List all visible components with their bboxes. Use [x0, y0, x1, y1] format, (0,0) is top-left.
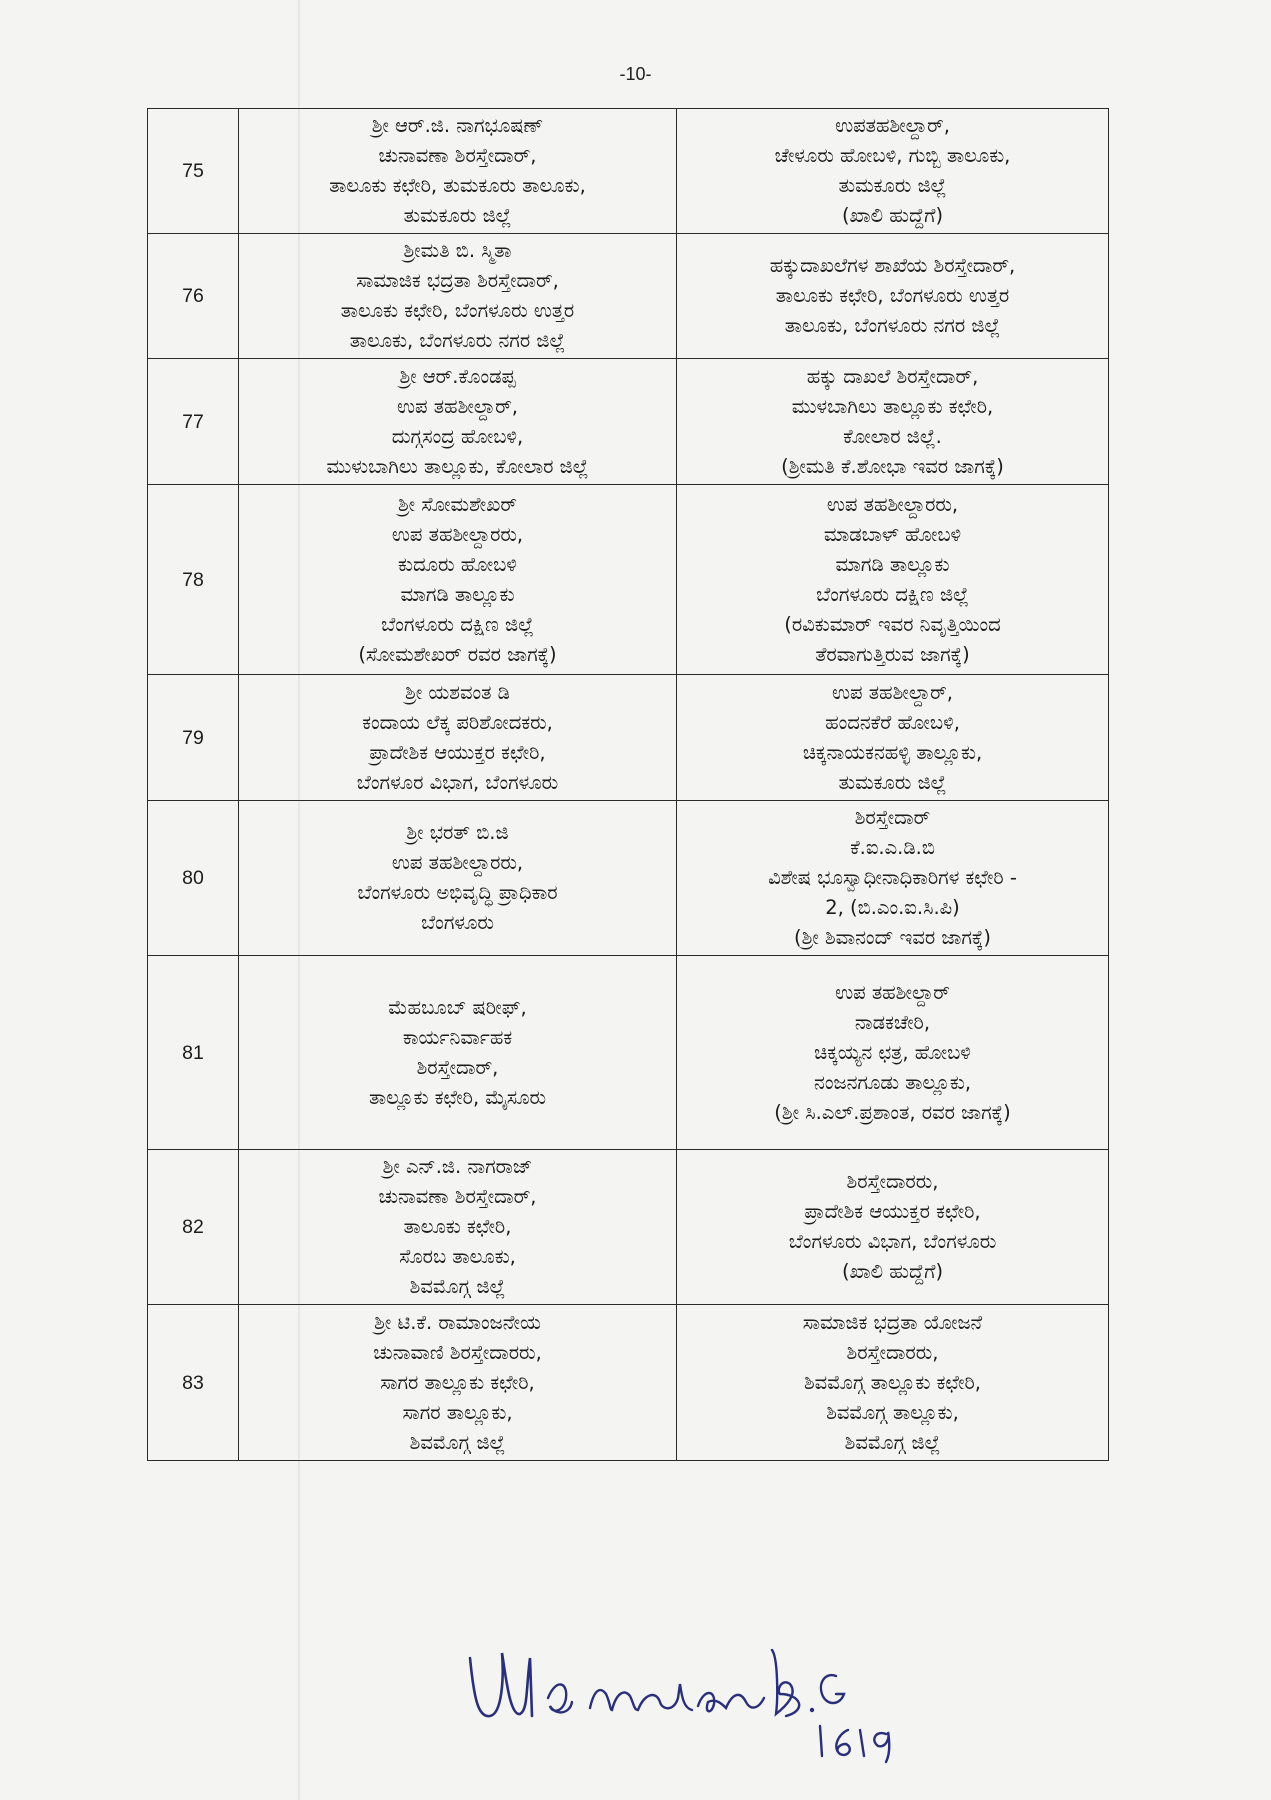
current-posting-cell [239, 956, 677, 1150]
table-row [148, 956, 1109, 1150]
current-posting-line: ಬೆಂಗಳೂರು [421, 911, 494, 934]
current-posting-line: ಚುನಾವಾಣಿ ಶಿರಸ್ತೇದಾರರು, [373, 1340, 542, 1364]
current-posting-line: ಕಂದಾಯ ಲೆಕ್ಕ ಪರಿಶೋದಕರು, [362, 710, 553, 734]
table-row [148, 1150, 1109, 1305]
current-posting-line: ಶ್ರೀ ಆರ್.ಜಿ. ನಾಗಭೂಷಣ್ [371, 114, 544, 137]
serial-number-cell: 82 [148, 1150, 239, 1305]
new-posting-line: ತಾಲೂಕು, ಬೆಂಗಳೂರು ನಗರ ಜಿಲ್ಲೆ [784, 314, 1001, 337]
new-posting-cell [677, 1305, 1109, 1461]
current-posting-line: ಚುನಾವಣಾ ಶಿರಸ್ತೇದಾರ್, [378, 144, 537, 167]
new-posting-line: 2, (ಬಿ.ಎಂ.ಐ.ಸಿ.ಪಿ) [825, 896, 960, 919]
current-posting-cell [239, 485, 677, 675]
current-posting-line: ಶ್ರೀ ಎನ್.ಜಿ. ನಾಗರಾಜ್ [382, 1155, 533, 1178]
current-posting-line: ತಾಲೂಕು ಕಛೇರಿ, [403, 1215, 512, 1238]
new-posting-line: ಹಕ್ಕುದಾಖಲೆಗಳ ಶಾಖೆಯ ಶಿರಸ್ತೇದಾರ್, [769, 254, 1016, 277]
serial-number-cell: 78 [148, 485, 239, 675]
table-row [148, 109, 1109, 234]
new-posting-line: (ಖಾಲಿ ಹುದ್ದೆಗೆ) [841, 204, 944, 227]
new-posting-line: ಉಪ ತಹಶೀಲ್ದಾರ್, [831, 680, 954, 704]
new-posting-line: (ರವಿಕುಮಾರ್ ಇವರ ನಿವೃತ್ತಿಯಿಂದ [784, 612, 1001, 636]
new-posting-line: ಶಿವಮೊಗ್ಗ ತಾಲ್ಲೂಕು ಕಛೇರಿ, [804, 1370, 981, 1394]
current-posting-cell [239, 234, 677, 359]
new-posting-line: ಶಿವಮೊಗ್ಗ ಜಿಲ್ಲೆ [844, 1430, 941, 1454]
table-row [148, 801, 1109, 956]
new-posting-cell [677, 485, 1109, 675]
new-posting-cell [677, 109, 1109, 234]
new-posting-line: ಮುಳಬಾಗಿಲು ತಾಲ್ಲೂಕು ಕಛೇರಿ, [791, 394, 994, 418]
new-posting-line: ಬೆಂಗಳೂರು ವಿಭಾಗ, ಬೆಂಗಳೂರು [788, 1230, 997, 1253]
current-posting-line: ತಾಲ್ಲೂಕು ಕಛೇರಿ, ಮೈಸೂರು [368, 1085, 547, 1109]
new-posting-line: ಉಪ ತಹಶೀಲ್ದಾರರು, [826, 492, 959, 516]
serial-number-cell: 83 [148, 1305, 239, 1461]
new-posting-line: ಉಪ ತಹಶೀಲ್ದಾರ್ [835, 980, 950, 1004]
new-posting-line: ಕೆ.ಐ.ಎ.ಡಿ.ಬಿ [850, 836, 935, 859]
new-posting-cell [677, 675, 1109, 801]
new-posting-line: ಹಕ್ಕು ದಾಖಲೆ ಶಿರಸ್ತೇದಾರ್, [806, 364, 979, 388]
current-posting-line: ಸಾಮಾಜಿಕ ಭದ್ರತಾ ಶಿರಸ್ತೇದಾರ್, [356, 269, 559, 292]
new-posting-line: ವಿಶೇಷ ಭೂಸ್ವಾಧೀನಾಧಿಕಾರಿಗಳ ಕಛೇರಿ - [768, 866, 1017, 889]
transfer-table [147, 108, 1109, 1461]
serial-number-cell: 77 [148, 359, 239, 485]
current-posting-line: ಶಿವಮೊಗ್ಗ ಜಿಲ್ಲೆ [409, 1275, 506, 1298]
current-posting-cell [239, 801, 677, 956]
current-posting-line: ಬೆಂಗಳೂರು ಅಭಿವೃದ್ಧಿ ಪ್ರಾಧಿಕಾರ [357, 881, 558, 904]
new-posting-line: ಶಿರಸ್ತೇದಾರರು, [846, 1170, 939, 1193]
current-posting-line: ಸಾಗರ ತಾಲ್ಲೂಕು ಕಛೇರಿ, [380, 1370, 535, 1394]
current-posting-line: ಚುನಾವಣಾ ಶಿರಸ್ತೇದಾರ್, [378, 1185, 537, 1208]
current-posting-line: ಮುಳುಬಾಗಿಲು ತಾಲ್ಲೂಕು, ಕೋಲಾರ ಜಿಲ್ಲೆ [326, 454, 589, 478]
current-posting-line: ತಾಲೂಕು, ಬೆಂಗಳೂರು ನಗರ ಜಿಲ್ಲೆ [349, 329, 566, 352]
current-posting-line: ತಾಲೂಕು ಕಛೇರಿ, ತುಮಕೂರು ತಾಲೂಕು, [329, 174, 586, 197]
new-posting-line: ಚಿಕ್ಕನಾಯಕನಹಳ್ಳಿ ತಾಲ್ಲೂಕು, [802, 740, 983, 764]
current-posting-line: ದುಗ್ಗಸಂದ್ರ ಹೋಬಳಿ, [391, 424, 524, 448]
new-posting-line: (ಶ್ರೀ ಶಿವಾನಂದ್ ಇವರ ಜಾಗಕ್ಕೆ) [794, 926, 991, 949]
serial-number-cell: 76 [148, 234, 239, 359]
new-posting-line: ಚಿಕ್ಕಯ್ಯನ ಛತ್ರ, ಹೋಬಳಿ [814, 1040, 971, 1064]
new-posting-cell [677, 956, 1109, 1150]
table-row [148, 675, 1109, 801]
serial-number-cell: 80 [148, 801, 239, 956]
serial-number-cell: 79 [148, 675, 239, 801]
new-posting-line: (ಶ್ರೀ ಸಿ.ಎಲ್.ಪ್ರಶಾಂತ, ರವರ ಜಾಗಕ್ಕೆ) [774, 1100, 1011, 1124]
current-posting-line: ಸಾಗರ ತಾಲ್ಲೂಕು, [402, 1400, 513, 1424]
current-posting-line: ತುಮಕೂರು ಜಿಲ್ಲೆ [403, 204, 512, 227]
new-posting-line: (ಖಾಲಿ ಹುದ್ದೆಗೆ) [841, 1260, 944, 1283]
new-posting-line: ಕೋಲಾರ ಜಿಲ್ಲೆ. [843, 424, 942, 448]
new-posting-line: ಮಾಗಡಿ ತಾಲ್ಲೂಕು [835, 552, 950, 576]
current-posting-line: ಶಿವಮೊಗ್ಗ ಜಿಲ್ಲೆ [409, 1430, 506, 1454]
new-posting-line: ಹಂದನಕೆರೆ ಹೋಬಳಿ, [825, 710, 960, 734]
new-posting-cell [677, 234, 1109, 359]
new-posting-line: ತೆರವಾಗುತ್ತಿರುವ ಜಾಗಕ್ಕೆ) [815, 642, 970, 666]
current-posting-line: ತಾಲೂಕು ಕಛೇರಿ, ಬೆಂಗಳೂರು ಉತ್ತರ [340, 299, 575, 322]
current-posting-line: ಬೆಂಗಳೂರ ವಿಭಾಗ, ಬೆಂಗಳೂರು [356, 770, 559, 794]
new-posting-line: ಉಪತಹಶೀಲ್ದಾರ್, [835, 114, 950, 137]
current-posting-line: ಬೆಂಗಳೂರು ದಕ್ಷಿಣ ಜಿಲ್ಲೆ [381, 612, 534, 636]
current-posting-line: ಸೊರಬ ತಾಲೂಕು, [399, 1245, 516, 1268]
new-posting-line: ಪ್ರಾದೇಶಿಕ ಆಯುಕ್ತರ ಕಛೇರಿ, [804, 1200, 981, 1223]
current-posting-line: ಉಪ ತಹಶೀಲ್ದಾರರು, [391, 851, 524, 874]
new-posting-line: ನಾಡಕಚೇರಿ, [854, 1010, 931, 1034]
new-posting-line: ಮಾಡಬಾಳ್ ಹೋಬಳಿ [823, 522, 962, 546]
new-posting-line: ನಂಜನಗೂಡು ತಾಲ್ಲೂಕು, [813, 1070, 972, 1094]
table-row [148, 234, 1109, 359]
new-posting-cell [677, 359, 1109, 485]
table-row [148, 359, 1109, 485]
current-posting-line: ಉಪ ತಹಶೀಲ್ದಾರ್, [396, 394, 519, 418]
new-posting-line: ತಾಲೂಕು ಕಛೇರಿ, ಬೆಂಗಳೂರು ಉತ್ತರ [775, 284, 1010, 307]
current-posting-line: ಶ್ರೀ ಭರತ್ ಬಿ.ಜಿ [406, 821, 509, 844]
new-posting-line: ಬೆಂಗಳೂರು ದಕ್ಷಿಣ ಜಿಲ್ಲೆ [816, 582, 969, 606]
current-posting-line: ಶ್ರೀಮತಿ ಬಿ. ಸ್ಮಿತಾ [403, 239, 512, 262]
new-posting-cell [677, 1150, 1109, 1305]
current-posting-line: ಶಿರಸ್ತೇದಾರ್, [416, 1055, 499, 1079]
table-body [148, 109, 1109, 1461]
new-posting-line: ಶಿವಮೊಗ್ಗ ತಾಲ್ಲೂಕು, [826, 1400, 959, 1424]
current-posting-line: ಕಾರ್ಯನಿರ್ವಾಹಕ [402, 1025, 513, 1049]
current-posting-cell [239, 675, 677, 801]
new-posting-line: ಶಿರಸ್ತೇದಾರ್ [854, 806, 931, 829]
current-posting-cell [239, 109, 677, 234]
serial-number-cell: 75 [148, 109, 239, 234]
current-posting-line: ಉಪ ತಹಶೀಲ್ದಾರರು, [391, 522, 524, 546]
table-row [148, 485, 1109, 675]
current-posting-line: ಮೆಹಬೂಬ್ ಷರೀಫ್, [388, 995, 527, 1019]
current-posting-line: ಪ್ರಾದೇಶಿಕ ಆಯುಕ್ತರ ಕಛೇರಿ, [369, 740, 546, 764]
new-posting-cell [677, 801, 1109, 956]
current-posting-cell [239, 1305, 677, 1461]
handwritten-signature [460, 1598, 960, 1778]
page-number: -10- [619, 64, 652, 84]
new-posting-line: ತುಮಕೂರು ಜಿಲ್ಲೆ [838, 174, 947, 197]
current-posting-line: ಶ್ರೀ ಆರ್.ಕೊಂಡಪ್ಪ [399, 364, 516, 388]
current-posting-line: (ಸೋಮಶೇಖರ್ ರವರ ಜಾಗಕ್ಕೆ) [358, 642, 557, 666]
current-posting-line: ಶ್ರೀ ಸೋಮಶೇಖರ್ [397, 492, 517, 516]
current-posting-cell [239, 359, 677, 485]
current-posting-line: ಶ್ರೀ ಟಿ.ಕೆ. ರಾಮಾಂಜನೇಯ [374, 1310, 541, 1334]
new-posting-line: ತುಮಕೂರು ಜಿಲ್ಲೆ [838, 770, 947, 794]
new-posting-line: ಸಾಮಾಜಿಕ ಭದ್ರತಾ ಯೋಜನೆ [802, 1310, 983, 1334]
current-posting-line: ಶ್ರೀ ಯಶವಂತ ಡಿ [405, 680, 510, 704]
new-posting-line: ಚೇಳೂರು ಹೋಬಳಿ, ಗುಬ್ಬಿ ತಾಲೂಕು, [774, 144, 1011, 167]
current-posting-line: ಮಾಗಡಿ ತಾಲ್ಲೂಕು [400, 582, 515, 606]
current-posting-line: ಕುದೂರು ಹೋಬಳಿ [398, 552, 517, 576]
new-posting-line: (ಶ್ರೀಮತಿ ಕೆ.ಶೋಭಾ ಇವರ ಜಾಗಕ್ಕೆ) [781, 454, 1004, 478]
table-row [148, 1305, 1109, 1461]
current-posting-cell [239, 1150, 677, 1305]
new-posting-line: ಶಿರಸ್ತೇದಾರರು, [846, 1340, 939, 1364]
serial-number-cell: 81 [148, 956, 239, 1150]
